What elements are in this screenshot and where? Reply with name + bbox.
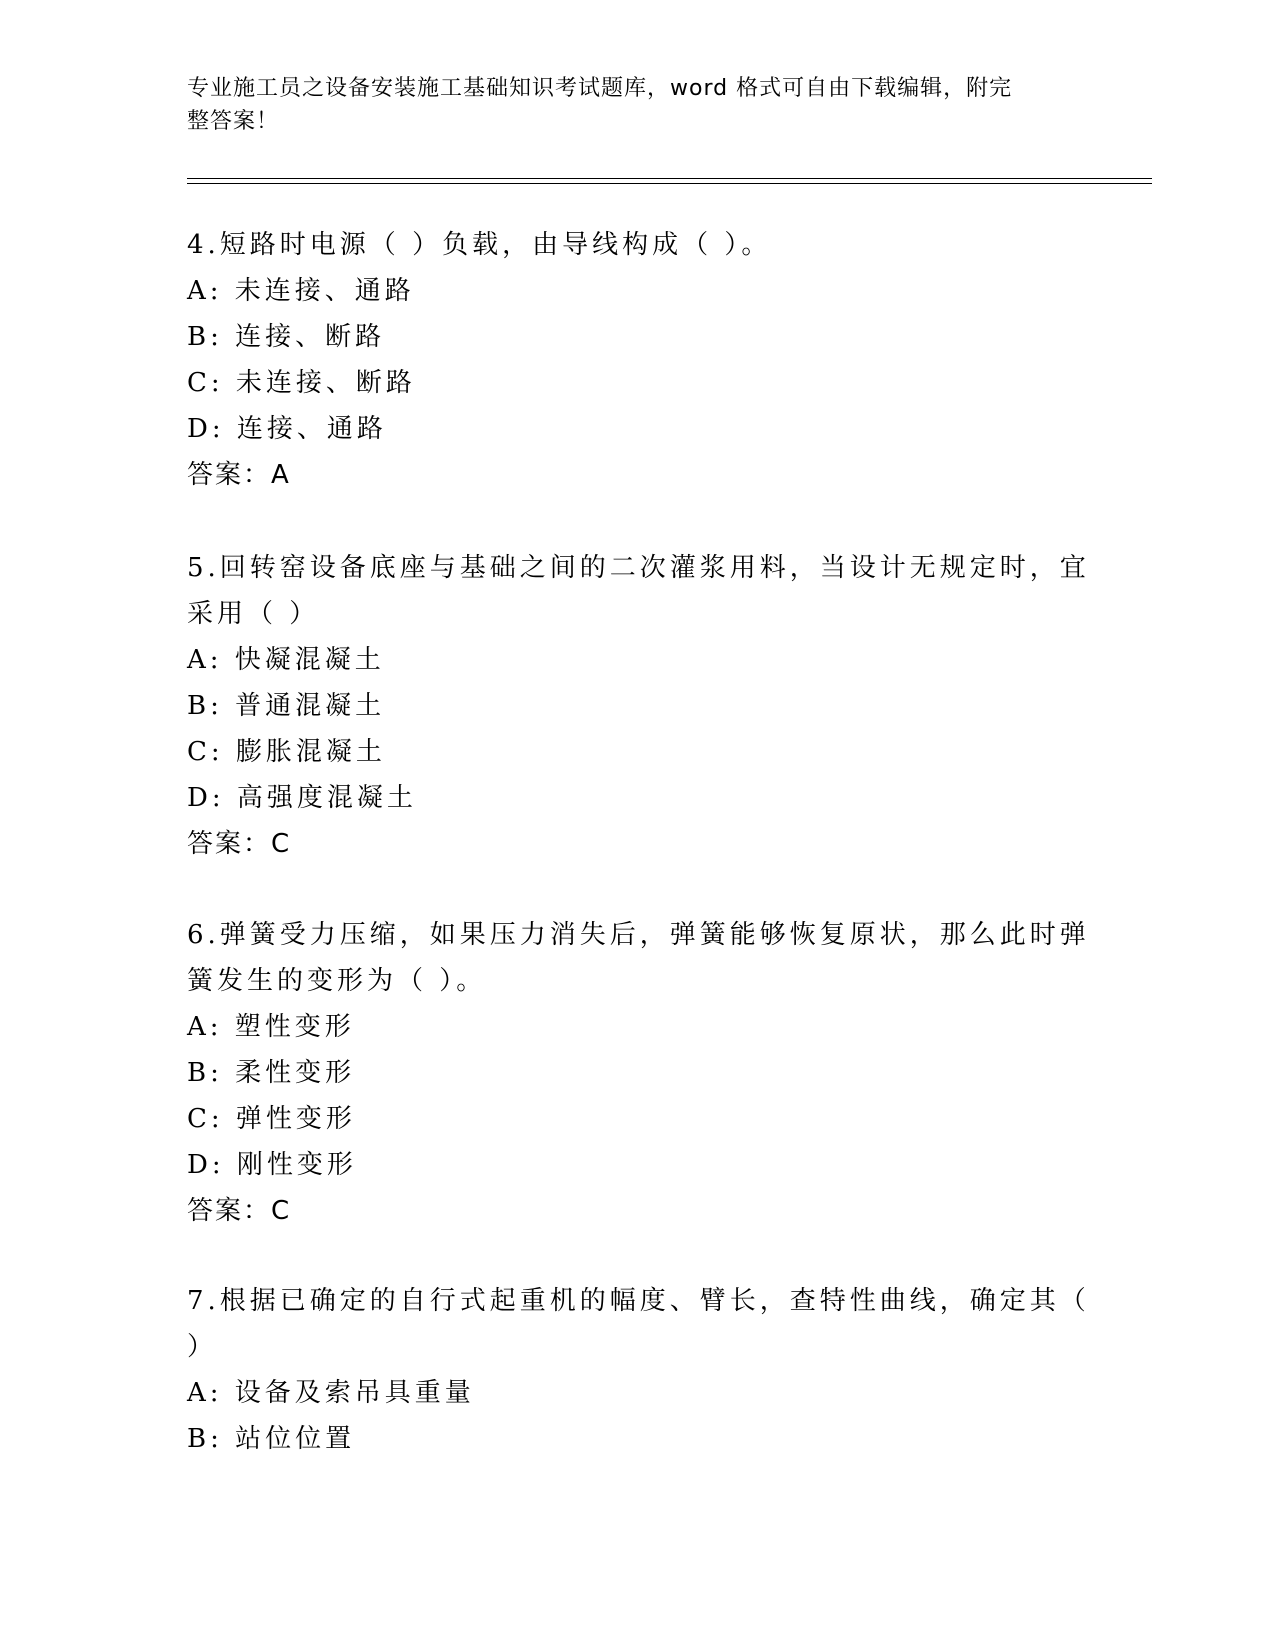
question-5 — [187, 545, 1090, 867]
option-c: C: 膨胀混凝土 — [187, 737, 386, 767]
question-stem: 5.回转窑设备底座与基础之间的二次灌浆用料，当设计无规定时，宜 — [187, 553, 1090, 583]
option-c: C: 弹性变形 — [187, 1104, 356, 1134]
header-divider-top — [187, 178, 1152, 179]
option-d: D: 刚性变形 — [187, 1150, 357, 1180]
question-stem: 6.弹簧受力压缩，如果压力消失后，弹簧能够恢复原状，那么此时弹 — [187, 920, 1090, 950]
option-b: B: 普通混凝土 — [187, 691, 386, 721]
option-a: A: 快凝混凝土 — [187, 645, 385, 675]
question-stem: 4.短路时电源（ ）负载，由导线构成（ ）。 — [187, 230, 772, 260]
option-b: B: 站位位置 — [187, 1424, 356, 1454]
answer-line: 答案：A — [187, 460, 291, 490]
header-divider-bottom — [187, 183, 1152, 184]
question-6 — [187, 912, 1090, 1234]
option-b: B: 连接、断路 — [187, 322, 386, 352]
answer-line: 答案：C — [187, 829, 292, 859]
option-a: A: 未连接、通路 — [187, 276, 415, 306]
option-b: B: 柔性变形 — [187, 1058, 356, 1088]
option-a: A: 设备及索吊具重量 — [187, 1378, 475, 1408]
question-4 — [187, 222, 1067, 498]
answer-line: 答案：C — [187, 1196, 292, 1226]
option-d: D: 连接、通路 — [187, 414, 387, 444]
question-7 — [187, 1278, 1090, 1462]
question-stem-continued: 采用（ ） — [187, 599, 320, 629]
header-line-2: 整答案！ — [187, 109, 280, 134]
option-c: C: 未连接、断路 — [187, 368, 416, 398]
document-header — [187, 72, 1067, 138]
question-stem-continued: ） — [187, 1332, 218, 1362]
question-stem: 7.根据已确定的自行式起重机的幅度、臂长，查特性曲线，确定其（ — [187, 1286, 1090, 1316]
header-line-1: 专业施工员之设备安装施工基础知识考试题库，word 格式可自由下载编辑，附完 — [187, 76, 1013, 101]
question-stem-continued: 簧发生的变形为（ ）。 — [187, 966, 487, 996]
option-d: D: 高强度混凝土 — [187, 783, 417, 813]
option-a: A: 塑性变形 — [187, 1012, 355, 1042]
